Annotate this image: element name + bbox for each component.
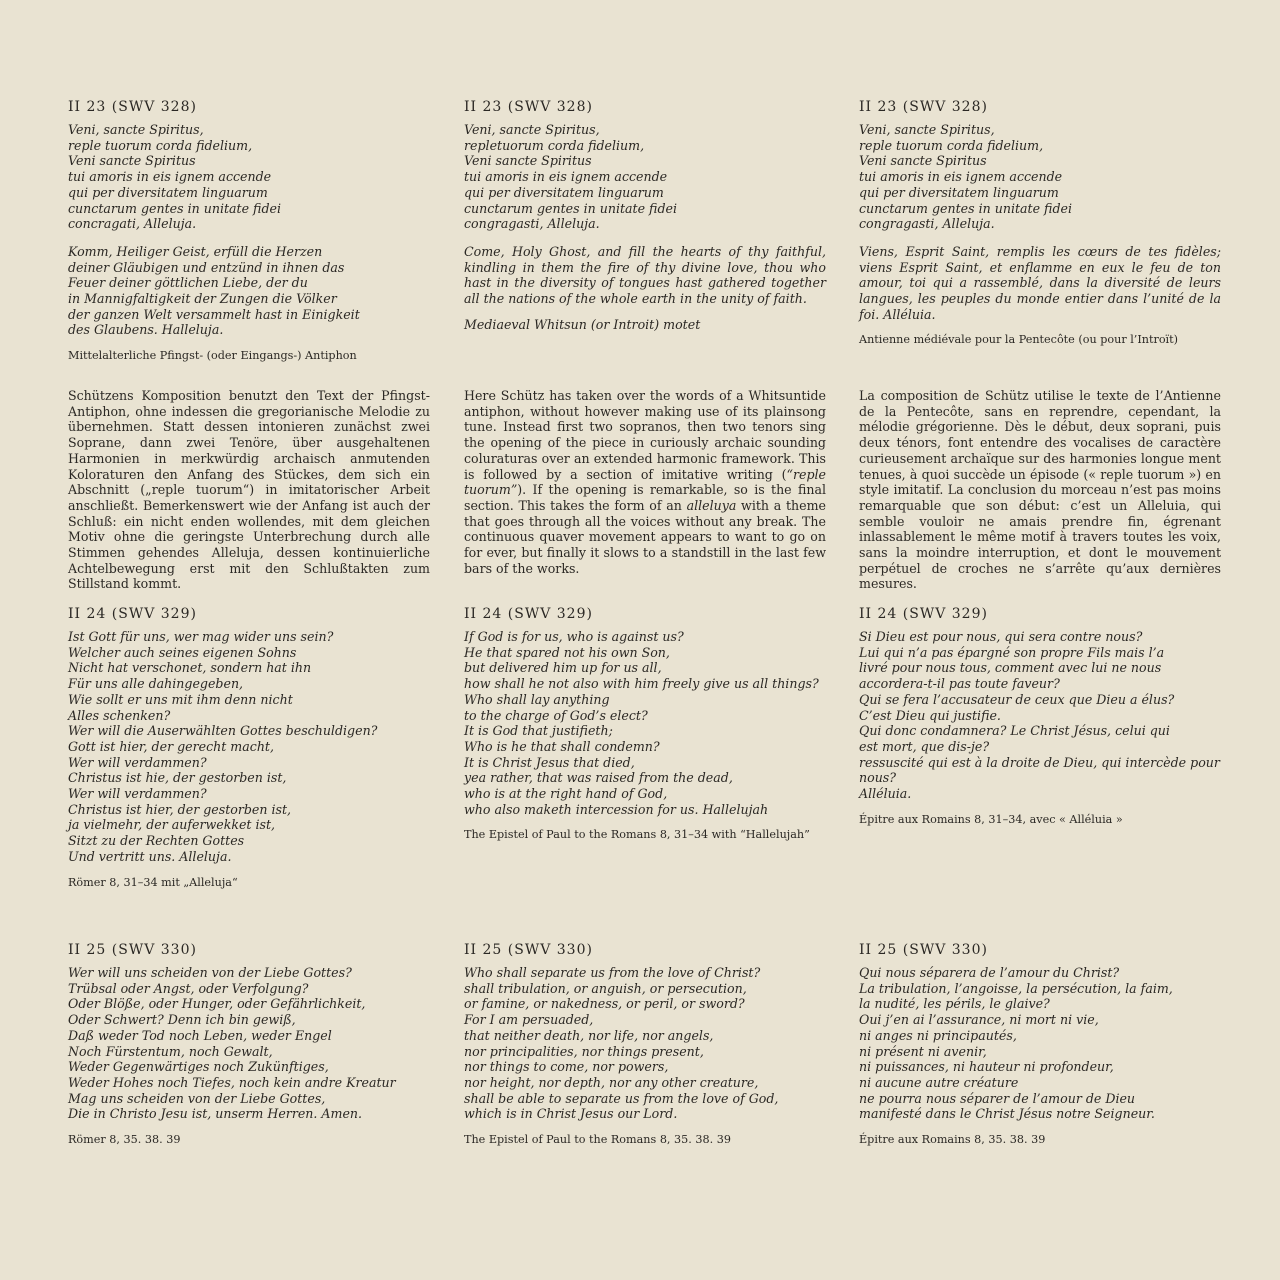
section-swv-329 — [859, 605, 1221, 827]
verse-text: Qui nous séparera de l’amour du Christ? La tribulation, l’angoisse, la persécution, la faim, la nudité, les périls, le glaive? Oui j’en ai l’assurance, ni mort ni vie, ni anges ni principautés, ni présent ni avenir, ni puissances, ni hauteur ni profondeur, ni aucune autre créature ne pourra nous séparer de l’amour de Dieu manifesté dans le Christ Jésus notre Seigneur. — [859, 965, 1173, 1122]
section-swv-328 — [464, 98, 826, 332]
section-heading: II 25 (SWV 330) — [464, 942, 593, 958]
verse-text: Wer will uns scheiden von der Liebe Gottes? Trübsal oder Angst, oder Verfolgung? Oder Blöße, oder Hunger, oder Gefährlichkeit, Oder Schwert? Denn ich bin gewiß, Daß weder Tod noch Leben, weder Engel Noch Fürstentum, noch Gewalt, Weder Gegenwärtiges noch Zukünftiges, Weder Hohes noch Tiefes, noch kein andre Kreatur Mag uns scheiden von der Liebe Gottes, Die in Christo Jesu ist, unserm Herren. Amen. — [68, 965, 396, 1122]
latin-text: Veni, sancte Spiritus, repletuorum corda fidelium, Veni sancte Spiritus tui amoris in eis ignem accende qui per diversitatem linguarum cunctarum gentes in unitate fidei congragasti, Alleluja. — [464, 122, 677, 232]
verse-text: If God is for us, who is against us? He that spared not his own Son, but delivered him up for us all, how shall he not also with him freely give us all things? Who shall lay anything to the charge of God’s elect? It is God that justifieth; Who is he that shall condemn? It is Christ Jesus that died, yea rather, that was raised from the dead, who is at the right hand of God, who also maketh intercession for us. Hallelujah — [464, 629, 819, 817]
commentary-text: La composition de Schütz utilise le texte de l’Antienne de la Pentecôte, sans en reprendre, cependant, la mélodie grégorienne. Dès le début, deux soprani, puis deux ténors, font entendre des vocalises de caractère curieusement archaïque sur des harmonies longue ment tenues, à quoi succède un épisode (« reple tuorum ») en style imitatif. La conclusion du morceau n’est pas moins remarquable que son début: c’est un Alleluia, qui semble vouloir ne amais prendre fin, égrenant inlassablement le même motif à travers toutes les voix, sans la moindre interruption, et dont le mouvement perpétuel de croches ne s’arrête qu’aux dernières mesures. — [859, 388, 1221, 592]
section-heading: II 23 (SWV 328) — [464, 99, 593, 115]
commentary — [68, 388, 430, 592]
source-note: Römer 8, 31–34 mit „Alleluja“ — [68, 875, 238, 889]
section-swv-329 — [68, 605, 430, 890]
source-note: Épitre aux Romains 8, 35. 38. 39 — [859, 1133, 1046, 1147]
section-swv-330 — [68, 941, 430, 1147]
source-note: Épitre aux Romains 8, 31–34, avec « Alléluia » — [859, 812, 1123, 826]
verse-text: Si Dieu est pour nous, qui sera contre nous? Lui qui n’a pas épargné son propre Fils mais l’a livré pour nous tous, comment avec lui ne nous accordera-t-il pas toute faveur? Qui se fera l’accusateur de ceux que Dieu a élus? C’est Dieu qui justifie. Qui donc condamnera? Le Christ Jésus, celui qui est mort, que dis-je? ressuscité qui est à la droite de Dieu, qui intercède pour nous? Alléluia. — [859, 629, 1220, 802]
latin-text: Veni, sancte Spiritus, reple tuorum corda fidelium, Veni sancte Spiritus tui amoris in eis ignem accende qui per diversitatem linguarum cunctarum gentes in unitate fidei congragasti, Alleluja. — [859, 122, 1072, 232]
section-heading: II 23 (SWV 328) — [68, 99, 197, 115]
source-note: The Epistel of Paul to the Romans 8, 35. 38. 39 — [464, 1133, 731, 1147]
section-swv-329 — [464, 605, 826, 842]
source-note: Mittelalterliche Pfingst- (oder Eingangs-) Antiphon — [68, 349, 357, 363]
section-swv-328 — [859, 98, 1221, 347]
section-heading: II 24 (SWV 329) — [68, 606, 197, 622]
source-note: Antienne médiévale pour la Pentecôte (ou pour l’Introït) — [859, 333, 1178, 347]
commentary-text: Schützens Komposition benutzt den Text der Pfingst-Antiphon, ohne indessen die gregorianische Melodie zu übernehmen. Statt dessen intonieren zunächst zwei Soprane, dann zwei Tenöre, über ausgehaltenen Harmonien in merkwürdig archaisch anmutenden Koloraturen den Anfang des Stückes, dem sich ein Abschnitt („reple tuorum“) in imitatorischer Arbeit anschließt. Bemerkenswert wie der Anfang ist auch der Schluß: ein nicht enden wollendes, mit dem gleichen Motiv ohne die geringste Unterbrechung durch alle Stimmen gehendes Alleluja, dessen kontinuierliche Achtelbewegung erst mit den Schlußtakten zum Stillstand kommt. — [68, 388, 430, 592]
section-swv-330 — [859, 941, 1221, 1147]
translation-text: Viens, Esprit Saint, remplis les cœurs de tes fidèles; viens Esprit Saint, et enflamme en eux le feu de ton amour, toi qui a rassemblé, dans la diversité de leurs langues, les peuples du monde entier dans l’unité de la foi. Alléluia. — [859, 243, 1221, 322]
latin-text: Veni, sancte Spiritus, reple tuorum corda fidelium, Veni sancte Spiritus tui amoris in eis ignem accende qui per diversitatem linguarum cunctarum gentes in unitate fidei concragati, Alleluja. — [68, 122, 281, 232]
section-heading: II 24 (SWV 329) — [464, 606, 593, 622]
source-note: The Epistel of Paul to the Romans 8, 31–34 with “Hallelujah” — [464, 828, 810, 842]
section-heading: II 25 (SWV 330) — [68, 942, 197, 958]
translation-text: Come, Holy Ghost, and fill the hearts of thy faithful, kindling in them the fire of thy divine love, thou who hast in the diversity of tongues hast gathered together all the nations of the whole earth in the unity of faith. — [464, 243, 826, 307]
source-note: Römer 8, 35. 38. 39 — [68, 1133, 181, 1147]
verse-text: Who shall separate us from the love of Christ? shall tribulation, or anguish, or persecution, or famine, or nakedness, or peril, or sword? For I am persuaded, that neither death, nor life, nor angels, nor principalities, nor things present, nor things to come, nor powers, nor height, nor depth, nor any other creature, shall be able to separate us from the love of God, which is in Christ Jesus our Lord. — [464, 965, 779, 1122]
translation-text: Komm, Heiliger Geist, erfüll die Herzen deiner Gläubigen und entzünd in ihnen das Feuer deiner göttlichen Liebe, der du in Mannigfaltigkeit der Zungen die Völker der ganzen Welt versammelt hast in Einigkeit des Glaubens. Halleluja. — [68, 243, 360, 338]
source-note: Mediaeval Whitsun (or Introit) motet — [464, 316, 701, 332]
section-swv-328 — [68, 98, 430, 363]
commentary-text: Here Schütz has taken over the words of a Whitsuntide antiphon, without however making use of its plainsong tune. Instead first two sopranos, then two tenors sing the opening of the piece in curiously archaic sounding coluraturas over an extended harmonic framework. This is followed by a section of imitative writing (“reple tuorum”). If the opening is remarkable, so is the final section. This takes the form of an alleluya with a theme that goes through all the voices without any break. The continuous quaver movement appears to want to go on for ever, but finally it slows to a standstill in the last few bars of the works. — [464, 388, 826, 576]
commentary — [859, 388, 1221, 592]
section-heading: II 25 (SWV 330) — [859, 942, 988, 958]
commentary — [464, 388, 826, 576]
section-swv-330 — [464, 941, 826, 1147]
section-heading: II 23 (SWV 328) — [859, 99, 988, 115]
section-heading: II 24 (SWV 329) — [859, 606, 988, 622]
verse-text: Ist Gott für uns, wer mag wider uns sein? Welcher auch seines eigenen Sohns Nicht hat verschonet, sondern hat ihn Für uns alle dahingegeben, Wie sollt er uns mit ihm denn nicht Alles schenken? Wer will die Auserwählten Gottes beschuldigen? Gott ist hier, der gerecht macht, Wer will verdammen? Christus ist hie, der gestorben ist, Wer will verdammen? Christus ist hier, der gestorben ist, ja vielmehr, der auferwekket ist, Sitzt zu der Rechten Gottes Und vertritt uns. Alleluja. — [68, 629, 378, 864]
